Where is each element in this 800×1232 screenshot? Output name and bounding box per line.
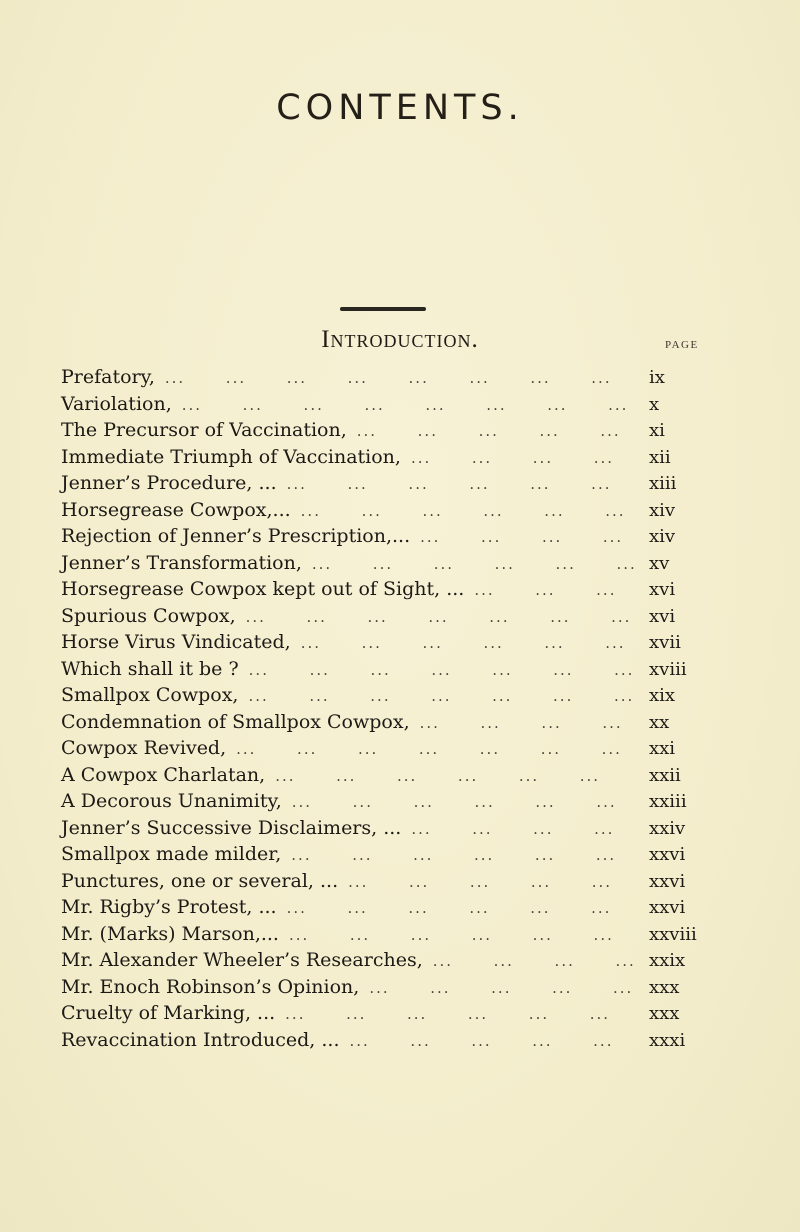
toc-dot-leader (165, 365, 641, 392)
toc-entry (61, 682, 711, 709)
toc-entry-title: Jenner’s Transformation, (61, 551, 302, 574)
toc-entry-title: Mr. Alexander Wheeler’s Researches, (61, 949, 423, 971)
toc-entry (61, 947, 711, 974)
toc-dot-leader (287, 471, 641, 498)
toc-entry-page: xvi (649, 605, 676, 627)
toc-entry (61, 364, 711, 391)
toc-dot-leader (301, 630, 641, 657)
toc-entry (61, 656, 711, 683)
toc-entry (61, 788, 711, 815)
toc-entry-page: xxiv (649, 817, 686, 839)
toc-entry-page: xx (649, 711, 670, 733)
toc-dot-leader (420, 710, 641, 737)
heading-rule (340, 307, 426, 311)
toc-entry (61, 629, 711, 656)
toc-dot-leader (292, 789, 641, 816)
toc-entry-title: Immediate Triumph of Vaccination, (61, 445, 401, 468)
toc-entry-title: Horse Virus Vindicated, (61, 631, 291, 653)
toc-entry (61, 868, 711, 895)
toc-entry (61, 1000, 711, 1027)
toc-entry (61, 735, 711, 762)
toc-dot-leader (236, 736, 641, 763)
toc-dot-leader (350, 1028, 641, 1055)
toc-entry-page: xiv (649, 499, 676, 521)
toc-entry-page: xxvi (649, 844, 686, 865)
toc-entry-title: Rejection of Jenner’s Prescription,... (61, 525, 411, 547)
toc-dot-leader (285, 1001, 641, 1028)
toc-entry-page: x (649, 393, 660, 415)
toc-entry-page: xxii (649, 764, 681, 786)
toc-dot-leader (248, 683, 641, 710)
toc-entry-page: xvi (649, 579, 676, 600)
toc-entry (61, 497, 711, 524)
toc-dot-leader (287, 895, 641, 922)
toc-entry-page: xxviii (649, 923, 697, 945)
toc-entry-title: Cruelty of Marking, ... (61, 1002, 276, 1024)
toc-entry-title: Which shall it be ? (61, 657, 239, 680)
toc-entry-title: Prefatory, (61, 366, 155, 388)
toc-entry-title: Condemnation of Smallpox Cowpox, (61, 710, 410, 733)
toc-entry (61, 523, 711, 550)
toc-entry-title: Jenner’s Successive Disclaimers, ... (61, 816, 402, 839)
toc-entry-page: xi (649, 420, 665, 441)
toc-entry (61, 709, 711, 736)
toc-entry (61, 470, 711, 497)
toc-dot-leader (433, 948, 641, 975)
toc-entry (61, 576, 711, 603)
toc-entry-title: Revaccination Introduced, ... (61, 1028, 340, 1051)
toc-entry-page: xxiii (649, 791, 687, 812)
toc-entry-title: Cowpox Revived, (61, 737, 227, 759)
toc-dot-leader (369, 975, 641, 1002)
toc-dot-leader (357, 418, 641, 445)
toc-entry-title: Spurious Cowpox, (61, 604, 236, 627)
toc-dot-leader (275, 763, 641, 790)
toc-entry-title: Smallpox Cowpox, (61, 684, 239, 706)
toc-entry-title: Jenner’s Procedure, ... (61, 472, 277, 494)
toc-dot-leader (312, 551, 641, 578)
toc-entry (61, 444, 711, 471)
toc-entry-title: Mr. Rigby’s Protest, ... (61, 896, 277, 918)
toc-entry-title: A Decorous Unanimity, (61, 790, 282, 812)
toc-entry-page: xv (649, 552, 670, 574)
page-column-label: PAGE (665, 339, 699, 351)
toc-entry-title: Mr. Enoch Robinson’s Opinion, (61, 975, 360, 998)
toc-dot-leader (246, 604, 641, 631)
toc-entry (61, 974, 711, 1001)
toc-entry-page: xxx (649, 1003, 680, 1024)
contents-heading: CONTENTS. (276, 88, 524, 128)
toc-entry-page: xii (649, 446, 671, 468)
toc-entry-page: xviii (649, 658, 687, 680)
toc-dot-leader (420, 524, 641, 551)
toc-dot-leader (289, 922, 641, 949)
toc-entry-title: A Cowpox Charlatan, (61, 763, 266, 786)
toc-entry (61, 762, 711, 789)
toc-dot-leader (411, 445, 641, 472)
toc-entry-title: Punctures, one or several, ... (61, 869, 339, 892)
toc-entry-page: xvii (649, 632, 681, 653)
toc-entry-page: xxxi (649, 1029, 686, 1051)
toc-entry-page: xxvi (649, 870, 686, 892)
toc-entry-page: ix (649, 367, 665, 388)
toc-entry (61, 391, 711, 418)
toc-entry-page: xix (649, 685, 676, 706)
toc-entry-title: The Precursor of Vaccination, (61, 419, 347, 441)
toc-entry-title: Horsegrease Cowpox,... (61, 498, 291, 521)
section-title: Introduction. (321, 326, 479, 353)
toc-dot-leader (301, 498, 641, 525)
toc-entry (61, 815, 711, 842)
toc-entry-page: xiii (649, 473, 677, 494)
toc-entry-page: xxix (649, 950, 686, 971)
toc-dot-leader (474, 577, 641, 604)
toc-entry-title: Horsegrease Cowpox kept out of Sight, ... (61, 578, 465, 600)
toc-entry (61, 1027, 711, 1054)
toc-entry-title: Variolation, (61, 392, 172, 415)
toc-entry-page: xiv (649, 526, 676, 547)
toc-dot-leader (411, 816, 641, 843)
toc-dot-leader (249, 657, 641, 684)
toc-entry (61, 603, 711, 630)
toc-entry-page: xxx (649, 976, 680, 998)
toc-dot-leader (348, 869, 641, 896)
toc-dot-leader (182, 392, 641, 419)
toc-entry (61, 417, 711, 444)
toc-entry (61, 550, 711, 577)
toc-entry (61, 841, 711, 868)
table-of-contents (61, 364, 711, 1053)
toc-entry-page: xxvi (649, 897, 686, 918)
toc-entry-title: Mr. (Marks) Marson,... (61, 922, 279, 945)
toc-entry-title: Smallpox made milder, (61, 843, 282, 865)
toc-entry (61, 894, 711, 921)
toc-entry-page: xxi (649, 738, 676, 759)
toc-entry (61, 921, 711, 948)
toc-dot-leader (291, 842, 641, 869)
